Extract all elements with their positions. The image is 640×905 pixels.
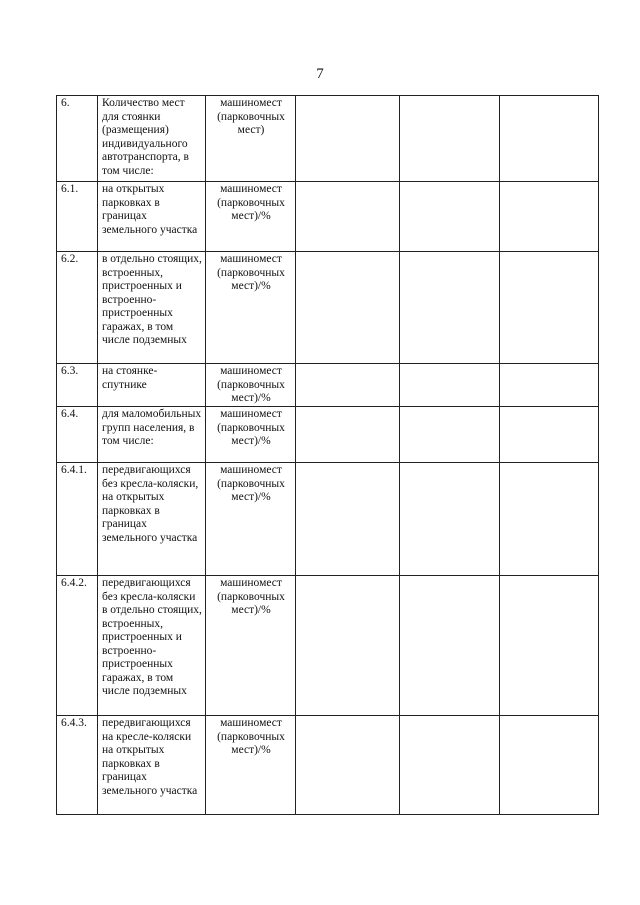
row-unit: машиномест (парковочных мест)/% (206, 463, 296, 576)
row-unit: машиномест (парковочных мест)/% (206, 182, 296, 252)
value-cell (500, 407, 599, 463)
row-name: на стоянке-спутнике (98, 364, 206, 407)
value-cell (400, 463, 500, 576)
value-cell (500, 96, 599, 182)
row-number: 6.4. (57, 407, 98, 463)
table-row (57, 407, 599, 463)
row-number: 6.1. (57, 182, 98, 252)
row-number: 6.2. (57, 252, 98, 364)
row-unit: машиномест (парковочных мест)/% (206, 576, 296, 716)
value-cell (296, 576, 400, 716)
row-name: Количество мест для стоянки (размещения) индивидуального автотранспорта, в том числе: (98, 96, 206, 182)
value-cell (500, 252, 599, 364)
row-number: 6. (57, 96, 98, 182)
value-cell (400, 716, 500, 815)
row-name: передвигающихся без кресла-коляски, на открытых парковках в границах земельного участка (98, 463, 206, 576)
row-unit: машиномест (парковочных мест)/% (206, 407, 296, 463)
table-row (57, 364, 599, 407)
table-row (57, 463, 599, 576)
table-row (57, 576, 599, 716)
value-cell (296, 252, 400, 364)
table-row (57, 252, 599, 364)
parking-table (56, 95, 599, 815)
value-cell (296, 182, 400, 252)
value-cell (296, 96, 400, 182)
row-number: 6.3. (57, 364, 98, 407)
row-number: 6.4.2. (57, 576, 98, 716)
value-cell (400, 252, 500, 364)
value-cell (500, 364, 599, 407)
row-name: на открытых парковках в границах земельного участка (98, 182, 206, 252)
value-cell (296, 407, 400, 463)
value-cell (296, 716, 400, 815)
row-unit: машиномест (парковочных мест)/% (206, 252, 296, 364)
row-name: в отдельно стоящих, встроенных, пристроенных и встроенно-пристроенных гаражах, в том числе подземных (98, 252, 206, 364)
value-cell (400, 407, 500, 463)
row-number: 6.4.3. (57, 716, 98, 815)
row-name: передвигающихся на кресле-коляски на открытых парковках в границах земельного участка (98, 716, 206, 815)
row-unit: машиномест (парковочных мест)/% (206, 716, 296, 815)
value-cell (500, 716, 599, 815)
value-cell (500, 576, 599, 716)
row-unit: машиномест (парковочных мест)/% (206, 364, 296, 407)
value-cell (400, 576, 500, 716)
row-name: для маломобильных групп населения, в том числе: (98, 407, 206, 463)
value-cell (400, 182, 500, 252)
value-cell (296, 364, 400, 407)
row-name: передвигающихся без кресла-коляски в отдельно стоящих, встроенных, пристроенных и встроенно-пристроенных гаражах, в том числе подземных (98, 576, 206, 716)
value-cell (296, 463, 400, 576)
value-cell (400, 364, 500, 407)
table-row (57, 96, 599, 182)
page-number: 7 (316, 66, 324, 82)
value-cell (500, 463, 599, 576)
table-row (57, 716, 599, 815)
row-unit: машиномест (парковочных мест) (206, 96, 296, 182)
table-row (57, 182, 599, 252)
row-number: 6.4.1. (57, 463, 98, 576)
value-cell (400, 96, 500, 182)
value-cell (500, 182, 599, 252)
